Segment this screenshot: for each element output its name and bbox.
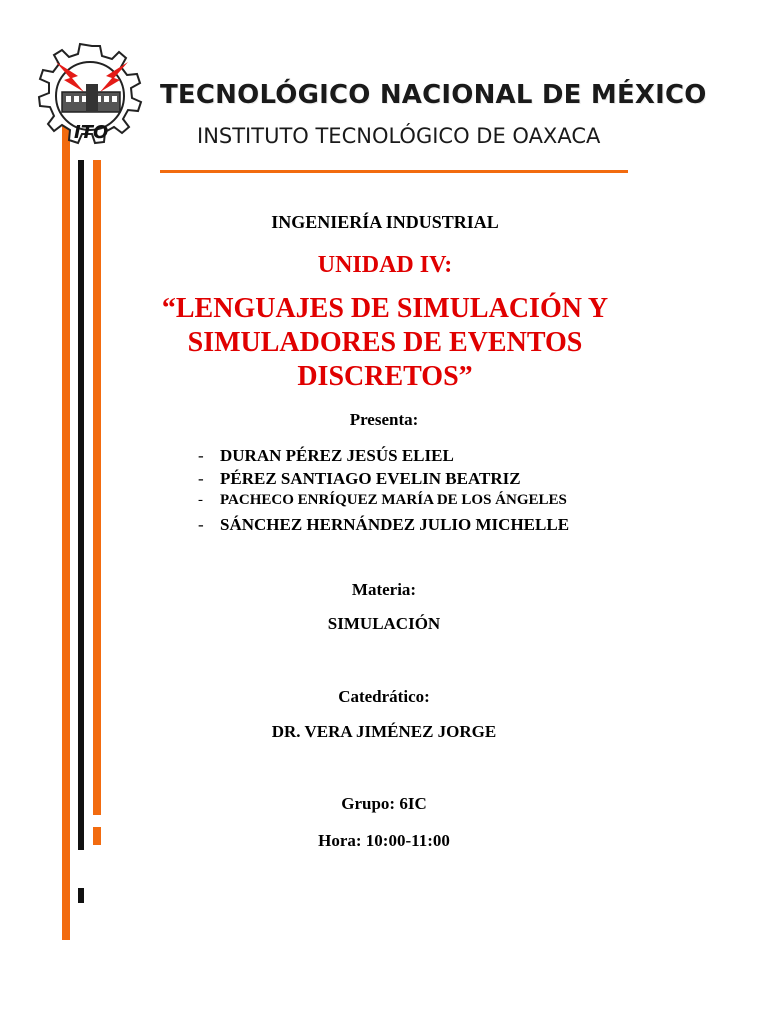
list-bullet: - [198,515,204,534]
campus-name: INSTITUTO TECNOLÓGICO DE OAXACA [197,124,601,148]
list-bullet: - [198,492,203,508]
group-text: Grupo: 6IC [341,794,427,813]
teacher-value: DR. VERA JIMÉNEZ JORGE [271,722,497,741]
decorative-orange-bar-inner [93,160,101,815]
author-item [198,492,569,515]
topic-title [150,292,620,394]
decorative-orange-segment [93,827,101,845]
decorative-black-segment [78,888,84,903]
subject-label: Materia: [351,580,417,599]
author-item [198,515,569,538]
author-name: DURAN PÉREZ JESÚS ELIEL [220,446,454,465]
list-bullet: - [198,446,204,465]
subject-value: SIMULACIÓN [327,614,441,633]
author-list [198,446,569,538]
topic-line: DISCRETOS” [297,361,473,392]
presenta-label: Presenta: [349,410,419,429]
gear-logo-icon [34,40,150,160]
institution-logo [34,40,150,160]
list-bullet: - [198,469,204,488]
author-name: PÉREZ SANTIAGO EVELIN BEATRIZ [220,469,521,488]
decorative-black-bar [78,160,84,850]
schedule-text: Hora: 10:00-11:00 [318,831,450,850]
institution-name: TECNOLÓGICO NACIONAL DE MÉXICO [160,80,707,110]
author-name: PACHECO ENRÍQUEZ MARÍA DE LOS ÁNGELES [220,492,567,508]
logo-lettering: ITO [74,122,109,143]
author-name: SÁNCHEZ HERNÁNDEZ JULIO MICHELLE [220,515,570,534]
teacher-label: Catedrático: [338,687,430,706]
career-title: INGENIERÍA INDUSTRIAL [271,212,499,232]
decorative-orange-bar-outer [62,120,70,940]
author-item [198,446,569,469]
topic-line: “LENGUAJES DE SIMULACIÓN Y [161,293,609,324]
topic-line: SIMULADORES DE EVENTOS [187,327,583,358]
author-item [198,469,569,492]
unit-title: UNIDAD IV: [317,252,453,278]
header-divider [160,170,628,173]
